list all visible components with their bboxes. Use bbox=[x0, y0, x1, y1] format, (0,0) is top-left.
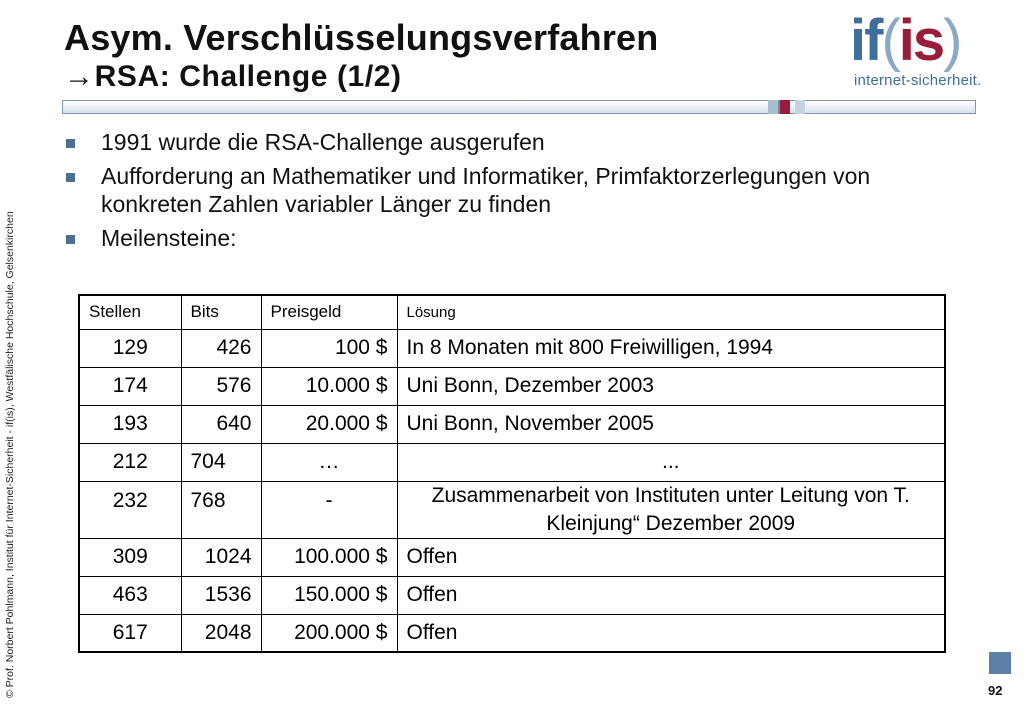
cell-preisgeld: 200.000 $ bbox=[261, 614, 397, 652]
header-loesung: Lösung bbox=[397, 295, 945, 329]
cell-stellen: 129 bbox=[79, 329, 181, 367]
divider-square-red bbox=[780, 100, 790, 114]
cell-loesung: In 8 Monaten mit 800 Freiwilligen, 1994 bbox=[397, 329, 945, 367]
cell-stellen: 309 bbox=[79, 538, 181, 576]
cell-loesung: ... bbox=[397, 443, 945, 481]
cell-loesung: Zusammenarbeit von Instituten unter Leitung von T. Kleinjung“ Dezember 2009 bbox=[397, 481, 945, 538]
table-row bbox=[79, 538, 945, 576]
cell-stellen: 617 bbox=[79, 614, 181, 652]
table-row bbox=[79, 481, 945, 538]
cell-preisgeld: 150.000 $ bbox=[261, 576, 397, 614]
cell-bits: 1536 bbox=[181, 576, 261, 614]
logo-subtitle: internet-sicherheit. bbox=[854, 72, 982, 89]
table-row bbox=[79, 329, 945, 367]
cell-bits: 768 bbox=[181, 481, 261, 538]
cell-preisgeld: … bbox=[261, 443, 397, 481]
divider-square-light bbox=[768, 100, 778, 114]
cell-preisgeld: - bbox=[261, 481, 397, 538]
table-row bbox=[79, 443, 945, 481]
cell-bits: 1024 bbox=[181, 538, 261, 576]
bullet-item: Aufforderung an Mathematiker und Informatiker, Primfaktorzerlegungen von konkreten Zahlen variabler Länger zu finden bbox=[64, 162, 964, 218]
cell-stellen: 212 bbox=[79, 443, 181, 481]
cell-bits: 576 bbox=[181, 367, 261, 405]
cell-bits: 640 bbox=[181, 405, 261, 443]
cell-preisgeld: 10.000 $ bbox=[261, 367, 397, 405]
cell-preisgeld: 100.000 $ bbox=[261, 538, 397, 576]
table-header-row bbox=[79, 295, 945, 329]
ifis-logo bbox=[850, 10, 990, 92]
page-number: 92 bbox=[988, 683, 1003, 698]
header-bits: Bits bbox=[181, 295, 261, 329]
title-divider bbox=[62, 100, 976, 114]
cell-loesung: Uni Bonn, Dezember 2003 bbox=[397, 367, 945, 405]
title-line-1: Asym. Verschlüsselungsverfahren bbox=[64, 17, 659, 58]
table-row bbox=[79, 367, 945, 405]
header-preisgeld: Preisgeld bbox=[261, 295, 397, 329]
milestones-table bbox=[78, 294, 946, 653]
cell-preisgeld: 100 $ bbox=[261, 329, 397, 367]
cell-bits: 2048 bbox=[181, 614, 261, 652]
cell-bits: 704 bbox=[181, 443, 261, 481]
cell-loesung: Offen bbox=[397, 576, 945, 614]
copyright-sidebar: © Prof. Norbert Pohlmann, Institut für Internet-Sicherheit - if(is), Westfälische Hochschule, Gelsenkirchen bbox=[4, 211, 16, 698]
cell-stellen: 463 bbox=[79, 576, 181, 614]
cell-loesung: Offen bbox=[397, 614, 945, 652]
cell-loesung: Uni Bonn, November 2005 bbox=[397, 405, 945, 443]
bullet-item: 1991 wurde die RSA-Challenge ausgerufen bbox=[64, 128, 964, 156]
divider-square-pale bbox=[795, 100, 805, 114]
corner-square bbox=[989, 652, 1011, 674]
bullet-list bbox=[64, 128, 964, 258]
slide-title bbox=[64, 18, 658, 96]
cell-stellen: 232 bbox=[79, 481, 181, 538]
bullet-item: Meilensteine: bbox=[64, 224, 964, 252]
cell-stellen: 193 bbox=[79, 405, 181, 443]
header-stellen: Stellen bbox=[79, 295, 181, 329]
title-line-2: →RSA: Challenge (1/2) bbox=[64, 60, 402, 93]
table-row bbox=[79, 576, 945, 614]
table-row bbox=[79, 405, 945, 443]
cell-preisgeld: 20.000 $ bbox=[261, 405, 397, 443]
logo-wordmark: if(is) bbox=[850, 8, 961, 73]
cell-bits: 426 bbox=[181, 329, 261, 367]
table-row bbox=[79, 614, 945, 652]
cell-loesung: Offen bbox=[397, 538, 945, 576]
cell-stellen: 174 bbox=[79, 367, 181, 405]
